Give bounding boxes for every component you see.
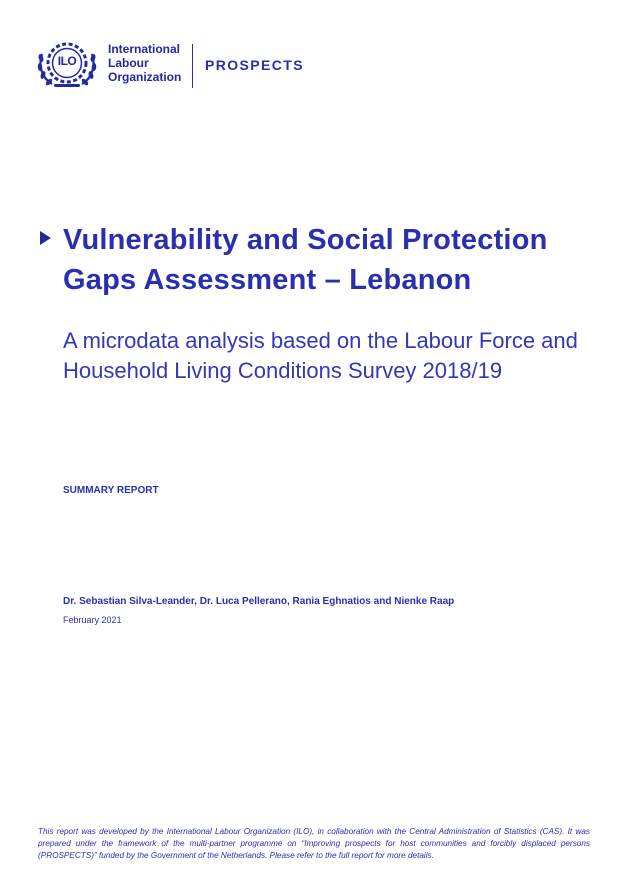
- logo-lettering: ILO: [57, 54, 77, 68]
- organization-name: [108, 42, 181, 84]
- footnote: This report was developed by the International Labour Organization (ILO), in collaboration with the Central Administration of Statistics (CAS). It was prepared under the framework of the multi-partner programme on “Improving prospects for host communities and forcibly displaced persons (PROSPECTS)” funded by the Government of the Netherlands. Please refer to the full report for more details.: [38, 827, 590, 860]
- title-arrow-icon: [40, 231, 51, 245]
- page-subtitle: A microdata analysis based on the Labour Force and Household Living Conditions Survey 2018/19: [63, 328, 578, 383]
- header: [36, 36, 596, 92]
- programme-name: PROSPECTS: [205, 57, 304, 73]
- org-name-line3: Organization: [108, 70, 182, 84]
- publication-date: February 2021: [63, 615, 122, 625]
- authors-line: Dr. Sebastian Silva-Leander, Dr. Luca Pellerano, Rania Eghnatios and Nienke Raap: [63, 596, 455, 607]
- report-type-label: SUMMARY REPORT: [63, 485, 159, 496]
- header-divider: [192, 44, 193, 88]
- page-title: Vulnerability and Social Protection Gaps Assessment – Lebanon: [63, 224, 548, 296]
- org-name-line1: International: [108, 42, 181, 56]
- org-name-line2: Labour: [108, 56, 149, 70]
